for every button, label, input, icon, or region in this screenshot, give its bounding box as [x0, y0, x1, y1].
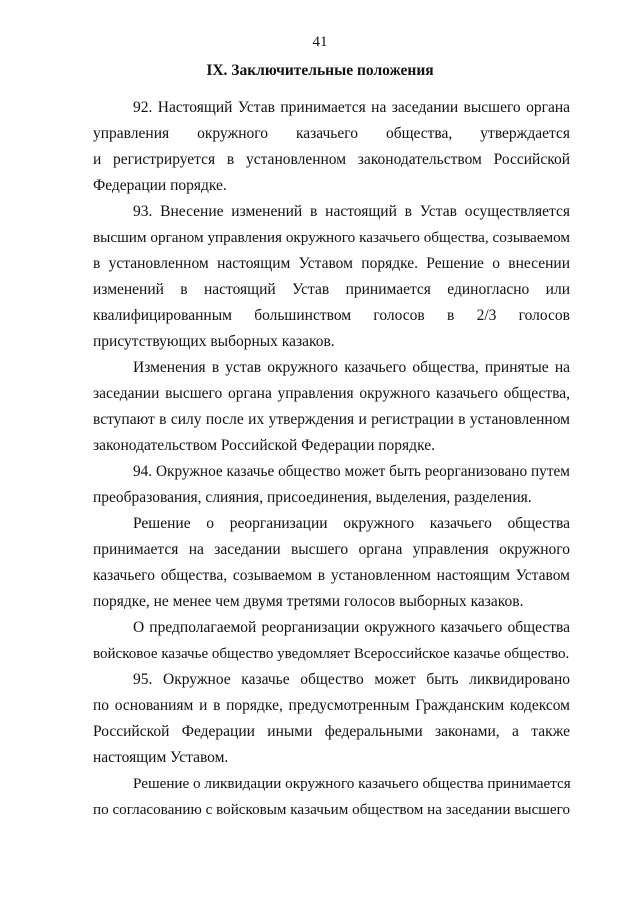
- text-line: вступают в силу после их утверждения и регистрации в установленном: [93, 411, 570, 428]
- text-line: порядке, не менее чем двумя третями голосов выборных казаков.: [93, 593, 524, 610]
- paragraph-94: [93, 459, 570, 511]
- text-line: по согласованию с войсковым казачьим обществом на заседании высшего: [93, 802, 570, 818]
- paragraph-92: [93, 95, 570, 199]
- text-line: и регистрируется в установленном законодательством Российской: [93, 151, 570, 168]
- text-line: О предполагаемой реорганизации окружного казачьего общества: [133, 619, 570, 636]
- text-line: 93. Внесение изменений в настоящий в Устав осуществляется: [133, 203, 570, 220]
- text-line: Российской Федерации иными федеральными законами, а также: [93, 723, 570, 740]
- text-line: казачьего общества, созываемом в установленном настоящим Уставом: [93, 567, 570, 584]
- text-line: 92. Настоящий Устав принимается на заседании высшего органа: [133, 99, 570, 116]
- page-number: 41: [312, 34, 328, 50]
- text-line: настоящим Уставом.: [93, 749, 229, 766]
- text-line: изменений в настоящий Устав принимается единогласно или: [93, 281, 570, 298]
- text-line: квалифицированным большинством голосов в 2/3 голосов: [93, 307, 570, 324]
- text-line: Федерации порядке.: [93, 177, 227, 194]
- paragraph-93: [93, 199, 570, 355]
- paragraph-notification: [93, 615, 570, 667]
- text-line: Решение о ликвидации окружного казачьего общества принимается: [133, 775, 571, 792]
- text-line: войсковое казачье общество уведомляет Всероссийское казачье общество.: [93, 646, 570, 662]
- document-body: [93, 95, 570, 823]
- text-line: высшим органом управления окружного казачьего общества, созываемом: [93, 229, 570, 246]
- text-line: заседании высшего органа управления окружного казачьего общества,: [93, 385, 570, 402]
- text-line: 95. Окружное казачье общество может быть ликвидировано: [133, 671, 570, 688]
- text-line: управления окружного казачьего общества, утверждается: [93, 125, 570, 142]
- text-line: Решение о реорганизации окружного казачьего общества: [133, 515, 570, 532]
- text-line: Изменения в устав окружного казачьего общества, принятые на: [133, 359, 570, 376]
- text-line: в установленном настоящим Уставом порядке. Решение о внесении: [93, 255, 570, 272]
- text-line: 94. Окружное казачье общество может быть реорганизовано путем: [133, 463, 570, 480]
- paragraph-reorganization-decision: [93, 511, 570, 615]
- paragraph-changes: [93, 355, 570, 459]
- text-line: принимается на заседании высшего органа управления окружного: [93, 541, 570, 558]
- paragraph-liquidation-decision: [93, 771, 570, 823]
- text-line: преобразования, слияния, присоединения, выделения, разделения.: [93, 489, 532, 506]
- text-line: по основаниям и в порядке, предусмотренным Гражданским кодексом: [93, 697, 570, 714]
- text-line: законодательством Российской Федерации порядке.: [93, 437, 435, 454]
- text-line: присутствующих выборных казаков.: [93, 333, 335, 350]
- paragraph-95: [93, 667, 570, 771]
- section-heading: IX. Заключительные положения: [206, 62, 434, 79]
